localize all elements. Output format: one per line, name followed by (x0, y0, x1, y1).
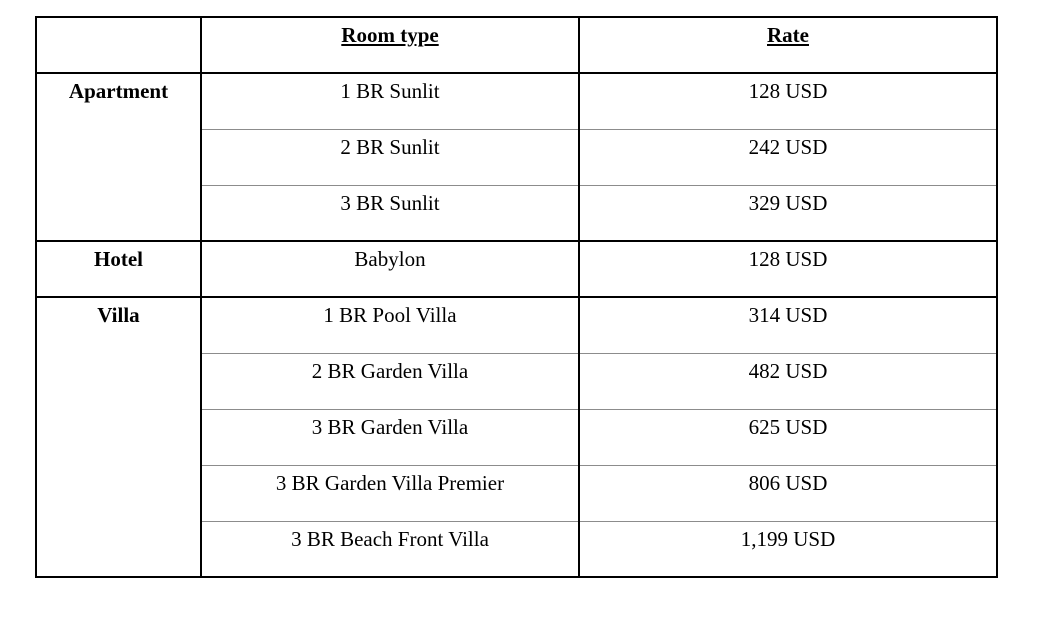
room-type-cell: 1 BR Pool Villa (201, 297, 579, 353)
category-cell: Hotel (36, 241, 201, 297)
rate-cell: 329 USD (579, 185, 997, 241)
category-cell: Apartment (36, 73, 201, 241)
rate-cell: 242 USD (579, 129, 997, 185)
room-type-cell: 2 BR Sunlit (201, 129, 579, 185)
header-rate-label: Rate (767, 23, 809, 47)
room-rate-table (35, 16, 998, 578)
header-category-cell (36, 17, 201, 73)
room-type-cell: 3 BR Sunlit (201, 185, 579, 241)
rate-cell: 625 USD (579, 409, 997, 465)
table-row (36, 73, 997, 129)
room-type-cell: 3 BR Garden Villa (201, 409, 579, 465)
rate-cell: 314 USD (579, 297, 997, 353)
header-room-type-label: Room type (341, 23, 439, 47)
rate-cell: 806 USD (579, 465, 997, 521)
rate-cell: 128 USD (579, 241, 997, 297)
room-type-cell: 3 BR Beach Front Villa (201, 521, 579, 577)
room-type-cell: 2 BR Garden Villa (201, 353, 579, 409)
room-type-cell: 3 BR Garden Villa Premier (201, 465, 579, 521)
room-type-cell: Babylon (201, 241, 579, 297)
rate-cell: 128 USD (579, 73, 997, 129)
rate-cell: 482 USD (579, 353, 997, 409)
table-row (36, 241, 997, 297)
header-rate-cell (579, 17, 997, 73)
header-room-type-cell (201, 17, 579, 73)
rate-cell: 1,199 USD (579, 521, 997, 577)
table-header-row (36, 17, 997, 73)
category-cell: Villa (36, 297, 201, 577)
room-type-cell: 1 BR Sunlit (201, 73, 579, 129)
table-row (36, 297, 997, 353)
table-body (36, 73, 997, 577)
